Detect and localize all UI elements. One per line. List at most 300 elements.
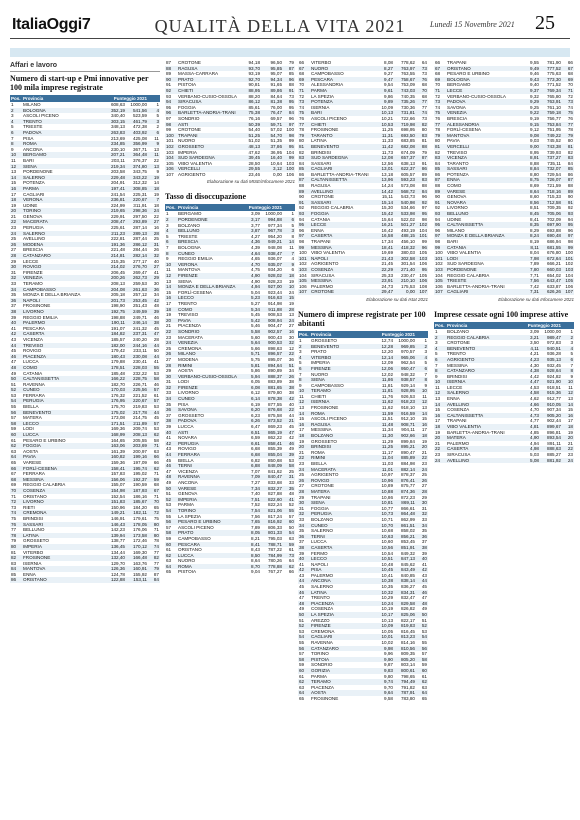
- row-position: 1: [166, 211, 169, 217]
- row-position: 101: [166, 138, 174, 144]
- row-value: 10,09: [381, 623, 393, 629]
- row-score: 230,08: [132, 353, 147, 359]
- row-prev-position: 66: [288, 569, 294, 575]
- row-prev-position: 2: [156, 124, 159, 130]
- row-value: 10,19: [381, 606, 393, 612]
- row-position: 32: [166, 384, 172, 390]
- row-score: 705,06: [546, 211, 561, 217]
- row-value: 5,58: [251, 328, 260, 334]
- row-position: 99: [299, 244, 305, 250]
- row-value: 11,25: [381, 127, 393, 133]
- row-position: 54: [166, 507, 172, 513]
- row-prev-position: 28: [421, 488, 427, 494]
- row-prev-position: 51: [421, 617, 427, 623]
- row-value: 93,70: [248, 65, 260, 71]
- row-prev-position: 9: [156, 169, 159, 175]
- row-prev-position: 41: [288, 496, 294, 502]
- row-value: 263,83: [110, 129, 125, 135]
- row-position: 3: [299, 349, 302, 355]
- row-score: 803,14: [400, 662, 415, 668]
- row-position: 38: [166, 418, 172, 424]
- row-prev-position: 33: [421, 516, 427, 522]
- row-province: MILANO: [447, 227, 465, 233]
- row-prev-position: 66: [567, 60, 573, 65]
- row-value: 10,01: [381, 634, 393, 640]
- row-province: UDINE: [23, 202, 38, 208]
- row-province: PISTOIA: [178, 82, 197, 88]
- row-position: 60: [166, 541, 172, 547]
- row-score: 3,12: [273, 166, 282, 172]
- row-score: 972,83: [546, 340, 561, 346]
- row-province: LATINA: [311, 589, 327, 595]
- row-province: IMPERIA: [311, 360, 330, 366]
- table-title: Numero di imprese registrate per 100 abitanti: [298, 309, 426, 328]
- row-score: 836,27: [400, 584, 415, 590]
- row-position: 49: [11, 370, 17, 376]
- row-position: 40: [11, 320, 17, 326]
- row-value: 4,70: [251, 261, 260, 267]
- row-position: 81: [11, 549, 17, 555]
- row-province: PAVIA: [23, 454, 36, 460]
- row-position: 8: [435, 368, 438, 374]
- row-value: 10,17: [381, 612, 393, 618]
- row-value: 10,97: [381, 472, 393, 478]
- row-score: 777,52: [546, 65, 561, 71]
- row-prev-position: 16: [421, 421, 427, 427]
- row-position: 40: [166, 429, 172, 435]
- row-position: 5: [166, 233, 169, 239]
- row-value: 4,58: [530, 390, 539, 396]
- row-value: 4,66: [530, 401, 539, 407]
- row-position: 97: [166, 115, 172, 121]
- row-position: 49: [166, 479, 172, 485]
- row-position: 2: [11, 107, 14, 113]
- row-prev-position: 57: [421, 651, 427, 657]
- row-position: 26: [166, 351, 172, 357]
- row-score: 185,67: [132, 499, 147, 505]
- row-prev-position: 70: [153, 499, 159, 505]
- row-position: 55: [11, 404, 17, 410]
- row-score: 289,13: [132, 230, 147, 236]
- row-prev-position: 13: [421, 405, 427, 411]
- row-position: 24: [166, 340, 172, 346]
- row-province: REGGIO CALABRIA: [447, 272, 490, 278]
- row-score: 472,38: [132, 124, 147, 130]
- row-province: ALESSANDRIA: [447, 121, 480, 127]
- row-prev-position: 77: [153, 560, 159, 566]
- row-prev-position: 22: [421, 455, 427, 461]
- row-score: 493,19: [400, 227, 415, 233]
- row-value: 236,81: [110, 197, 125, 203]
- row-prev-position: 99: [288, 155, 294, 161]
- row-value: 9,15: [530, 121, 539, 127]
- row-score: 873,52: [267, 418, 282, 424]
- row-prev-position: 8: [424, 377, 427, 383]
- row-prev-position: 62: [153, 465, 159, 471]
- row-value: 222,81: [110, 236, 125, 242]
- row-score: 301,54: [400, 261, 415, 267]
- row-prev-position: 6: [570, 356, 573, 362]
- row-prev-position: 27: [153, 219, 159, 225]
- row-score: 297,50: [132, 213, 147, 219]
- row-prev-position: 44: [153, 342, 159, 348]
- row-position: 102: [166, 143, 174, 149]
- row-province: AVELLINO: [23, 236, 46, 242]
- row-province: BOLOGNA: [178, 245, 201, 251]
- row-province: FOGGIA: [178, 104, 196, 110]
- row-province: LUCCA: [178, 552, 194, 558]
- row-prev-position: 57: [153, 398, 159, 404]
- row-province: PALERMO: [311, 572, 334, 578]
- row-prev-position: 53: [153, 404, 159, 410]
- row-position: 66: [435, 60, 441, 65]
- row-prev-position: 60: [288, 519, 294, 525]
- row-score: 816,45: [400, 628, 415, 634]
- row-prev-position: 40: [421, 556, 427, 562]
- row-prev-position: 41: [153, 359, 159, 365]
- row-value: 11,34: [381, 427, 393, 433]
- row-score: 891,11: [547, 440, 561, 446]
- row-value: 3,17: [251, 217, 260, 223]
- row-province: ASCOLI PICENO: [311, 416, 347, 422]
- row-prev-position: 32: [421, 511, 427, 517]
- row-value: 4,64: [251, 250, 260, 256]
- row-value: 205,18: [110, 292, 125, 298]
- row-province: REGGIO EMILIA: [178, 256, 213, 262]
- row-score: 271,40: [400, 266, 415, 272]
- row-value: 9,55: [530, 60, 539, 65]
- row-value: 4,27: [251, 233, 260, 239]
- row-score: 928,02: [267, 273, 282, 278]
- row-score: 660,03: [546, 266, 561, 272]
- row-value: 4,73: [530, 412, 539, 418]
- row-province: AGRIGENTO: [447, 356, 475, 362]
- row-province: TARANTO: [311, 132, 333, 138]
- row-prev-position: 14: [288, 239, 294, 245]
- row-score: 921,90: [546, 379, 561, 385]
- row-prev-position: 51: [288, 362, 294, 368]
- row-prev-position: 61: [288, 547, 294, 553]
- row-score: 172,46: [132, 538, 147, 544]
- row-value: 146,43: [110, 521, 125, 527]
- row-value: 154,98: [110, 487, 125, 493]
- row-value: 76,16: [248, 115, 260, 121]
- row-value: 4,11: [530, 345, 539, 351]
- row-prev-position: 76: [421, 76, 427, 82]
- row-prev-position: 68: [421, 93, 427, 99]
- row-prev-position: 34: [288, 368, 294, 374]
- row-position: 1: [299, 337, 302, 343]
- row-score: 186,16: [132, 493, 147, 499]
- row-position: 13: [435, 396, 441, 402]
- row-score: 881,65: [267, 384, 282, 390]
- row-score: 199,16: [132, 454, 147, 460]
- row-province: FOGGIA: [23, 443, 41, 449]
- row-score: 935,13: [546, 356, 561, 362]
- column-1: [10, 60, 160, 583]
- row-value: 180,43: [110, 353, 125, 359]
- row-province: PIACENZA: [311, 600, 334, 606]
- row-prev-position: 47: [421, 595, 427, 601]
- row-value: 203,58: [110, 169, 125, 175]
- row-score: 721,59: [546, 183, 561, 189]
- row-position: 29: [166, 368, 172, 374]
- row-province: TRENTO: [23, 118, 42, 124]
- row-score: 911,88: [268, 306, 282, 312]
- row-prev-position: 23: [567, 452, 573, 457]
- row-value: 169,36: [110, 426, 125, 432]
- row-prev-position: 6: [424, 365, 427, 371]
- row-score: 877,55: [267, 401, 282, 407]
- row-value: 17,34: [381, 239, 393, 244]
- row-value: 14,42: [381, 188, 393, 194]
- row-province: TRENTO: [447, 351, 466, 357]
- row-prev-position: 33: [288, 479, 294, 485]
- table-source-note: Elaborazione su dati Istat 2021: [366, 296, 428, 302]
- row-prev-position: 97: [567, 233, 573, 239]
- row-province: BOLZANO: [311, 516, 333, 522]
- row-score: 896,57: [267, 351, 282, 357]
- row-value: 12,74: [381, 337, 393, 343]
- row-value: 7,31: [530, 289, 539, 295]
- row-province: BERGAMO: [23, 152, 47, 158]
- row-score: 95,07: [270, 71, 282, 77]
- row-position: 24: [435, 457, 441, 463]
- row-prev-position: 28: [288, 306, 294, 312]
- row-score: 226,71: [132, 381, 147, 387]
- row-province: ORISTANO: [447, 65, 471, 71]
- row-position: 44: [299, 578, 305, 584]
- row-value: 8,56: [530, 199, 539, 205]
- row-value: 132,40: [110, 555, 125, 561]
- row-province: ENNA: [311, 227, 324, 233]
- row-value: 6,23: [251, 412, 260, 418]
- row-value: 92,70: [248, 76, 260, 82]
- row-value: 4,70: [530, 407, 539, 413]
- row-score: 686,94: [546, 239, 561, 244]
- row-value: 198,90: [110, 303, 125, 309]
- row-prev-position: 90: [567, 194, 573, 200]
- row-position: 16: [435, 412, 441, 418]
- row-score: 763,97: [400, 65, 415, 71]
- row-position: 23: [166, 334, 172, 340]
- column-4: [434, 60, 574, 463]
- table-body: [434, 329, 574, 463]
- row-province: FROSINONE: [311, 405, 339, 411]
- row-province: LIVORNO: [23, 499, 44, 505]
- row-province: PORDENONE: [178, 217, 208, 223]
- row-province: FORLÌ-CESENA: [178, 289, 212, 295]
- row-value: 15,30: [381, 205, 393, 211]
- row-prev-position: 83: [567, 155, 573, 161]
- row-prev-position: 59: [421, 662, 427, 668]
- row-score: 940,51: [546, 345, 561, 351]
- row-prev-position: 99: [421, 239, 427, 244]
- row-prev-position: 57: [153, 387, 159, 393]
- row-province: ROMA: [311, 410, 325, 416]
- row-score: 932,45: [546, 362, 561, 368]
- row-prev-position: 28: [153, 336, 159, 342]
- row-score: 461,79: [132, 118, 147, 124]
- row-province: CHIETI: [311, 121, 327, 127]
- row-prev-position: 16: [288, 328, 294, 334]
- row-prev-position: 11: [422, 393, 427, 399]
- row-score: 709,35: [546, 205, 561, 211]
- header-score: Punteggio 2021: [248, 205, 282, 211]
- row-score: 928,64: [546, 368, 561, 374]
- row-score: 935,07: [267, 261, 282, 267]
- row-score: 848,09: [267, 463, 282, 469]
- row-score: 938,57: [400, 377, 415, 383]
- row-province: VERONA: [23, 197, 43, 203]
- row-position: 98: [166, 121, 172, 127]
- row-position: 88: [435, 183, 441, 189]
- row-position: 77: [299, 121, 305, 127]
- row-province: TRAPANI: [311, 494, 331, 500]
- row-score: 249,59: [132, 308, 147, 314]
- row-province: BARI: [311, 110, 322, 116]
- row-score: 819,83: [400, 623, 415, 629]
- row-score: 200,97: [132, 448, 147, 454]
- row-province: AVELLINO: [447, 401, 470, 407]
- row-position: 57: [11, 415, 17, 421]
- row-prev-position: 49: [288, 446, 294, 452]
- row-score: 210,10: [400, 278, 415, 284]
- row-score: 833,68: [267, 479, 282, 485]
- row-prev-position: 2: [424, 343, 427, 349]
- row-value: 8,91: [530, 155, 539, 161]
- row-position: 79: [435, 132, 441, 138]
- row-value: 21,43: [381, 255, 393, 261]
- row-province: PISTOIA: [311, 656, 330, 662]
- row-position: 25: [299, 472, 305, 478]
- row-value: 11,31: [381, 132, 393, 138]
- row-score: 209,74: [132, 426, 147, 432]
- row-province: ISERNIA: [311, 104, 330, 110]
- row-score: 918,23: [400, 399, 415, 405]
- row-score: 214,75: [132, 415, 147, 421]
- row-score: 787,22: [267, 547, 282, 553]
- row-position: 104: [299, 272, 307, 278]
- row-score: 540,98: [400, 199, 415, 205]
- row-province: BOLZANO: [447, 328, 469, 334]
- row-prev-position: 9: [291, 261, 294, 267]
- row-province: RAGUSA: [178, 65, 198, 71]
- row-score: 850,68: [267, 457, 282, 463]
- row-value: 11,48: [381, 421, 393, 427]
- row-prev-position: 58: [288, 463, 294, 469]
- row-value: 13,01: [381, 166, 393, 172]
- row-prev-position: 24: [421, 466, 427, 472]
- row-value: 11,17: [381, 449, 393, 455]
- row-prev-position: 41: [421, 561, 427, 567]
- row-score: 533,98: [400, 211, 415, 217]
- row-prev-position: 68: [567, 71, 573, 77]
- row-score: 190,59: [132, 482, 147, 488]
- row-province: CREMONA: [23, 510, 47, 516]
- row-position: 46: [299, 589, 305, 595]
- row-value: 10,86: [381, 494, 393, 500]
- row-prev-position: 103: [286, 160, 294, 166]
- row-value: 13,18: [381, 171, 393, 177]
- row-province: MATERA: [447, 435, 466, 441]
- row-value: 29,47: [381, 289, 393, 295]
- row-position: 53: [299, 628, 305, 634]
- row-score: 767,27: [267, 569, 282, 575]
- table-body: [434, 60, 574, 295]
- row-prev-position: 8: [291, 233, 294, 239]
- row-value: 4,39: [251, 245, 260, 251]
- row-province: SONDRIO: [178, 115, 200, 121]
- row-value: 225,61: [110, 225, 125, 231]
- row-score: 810,56: [400, 645, 415, 651]
- row-province: RIMINI: [311, 455, 326, 461]
- row-position: 90: [435, 194, 441, 200]
- row-value: 6,68: [251, 452, 260, 457]
- row-score: 219,83: [132, 404, 147, 410]
- row-score: 874,36: [400, 488, 415, 494]
- row-province: CREMONA: [311, 628, 335, 634]
- row-province: BELLUNO: [178, 228, 200, 234]
- row-province: LECCE: [447, 87, 463, 93]
- row-score: 914,98: [267, 300, 282, 306]
- row-value: 11,62: [381, 399, 393, 405]
- row-province: PARMA: [311, 87, 327, 93]
- row-value: 9,37: [530, 87, 539, 93]
- row-province: MONZA E DELLA BRIANZA: [23, 292, 81, 298]
- row-province: LODI: [447, 255, 458, 261]
- row-score: 287,44: [132, 236, 147, 242]
- row-prev-position: 42: [421, 567, 427, 573]
- row-score: 253,45: [132, 297, 147, 303]
- row-province: LECCE: [23, 258, 39, 264]
- row-value: 221,48: [110, 247, 125, 253]
- row-province: ROVIGO: [23, 264, 42, 270]
- row-position: 37: [299, 539, 305, 545]
- row-position: 23: [299, 461, 305, 466]
- row-position: 46: [166, 463, 172, 469]
- row-position: 85: [11, 571, 17, 577]
- row-position: 74: [299, 104, 305, 110]
- row-position: 51: [11, 381, 17, 387]
- row-province: BARLETTA-ANDRIA-TRANI: [311, 171, 369, 177]
- row-prev-position: 19: [288, 300, 294, 306]
- row-province: CUNEO: [23, 387, 40, 393]
- row-position: 20: [166, 317, 172, 323]
- row-position: 102: [299, 261, 307, 267]
- row-prev-position: 16: [567, 412, 573, 418]
- row-score: 51,35: [270, 138, 282, 144]
- row-position: 3: [11, 113, 14, 119]
- row-prev-position: 100: [286, 166, 294, 172]
- row-prev-position: 66: [153, 454, 159, 460]
- row-score: 175,53: [400, 283, 415, 289]
- row-prev-position: 58: [421, 656, 427, 662]
- row-score: 829,58: [400, 600, 415, 606]
- row-prev-position: 88: [421, 183, 427, 189]
- table-row: [165, 569, 295, 575]
- row-prev-position: 55: [421, 640, 427, 645]
- row-prev-position: 92: [567, 205, 573, 211]
- row-score: 730,36: [400, 104, 415, 110]
- row-province: SIENA: [23, 163, 37, 169]
- row-province: ENNA: [447, 177, 460, 183]
- row-score: 76,00: [270, 104, 282, 110]
- row-prev-position: 6: [291, 217, 294, 223]
- row-score: 899,84: [400, 438, 415, 444]
- row-value: 150,96: [110, 504, 125, 510]
- row-prev-position: 38: [153, 320, 159, 326]
